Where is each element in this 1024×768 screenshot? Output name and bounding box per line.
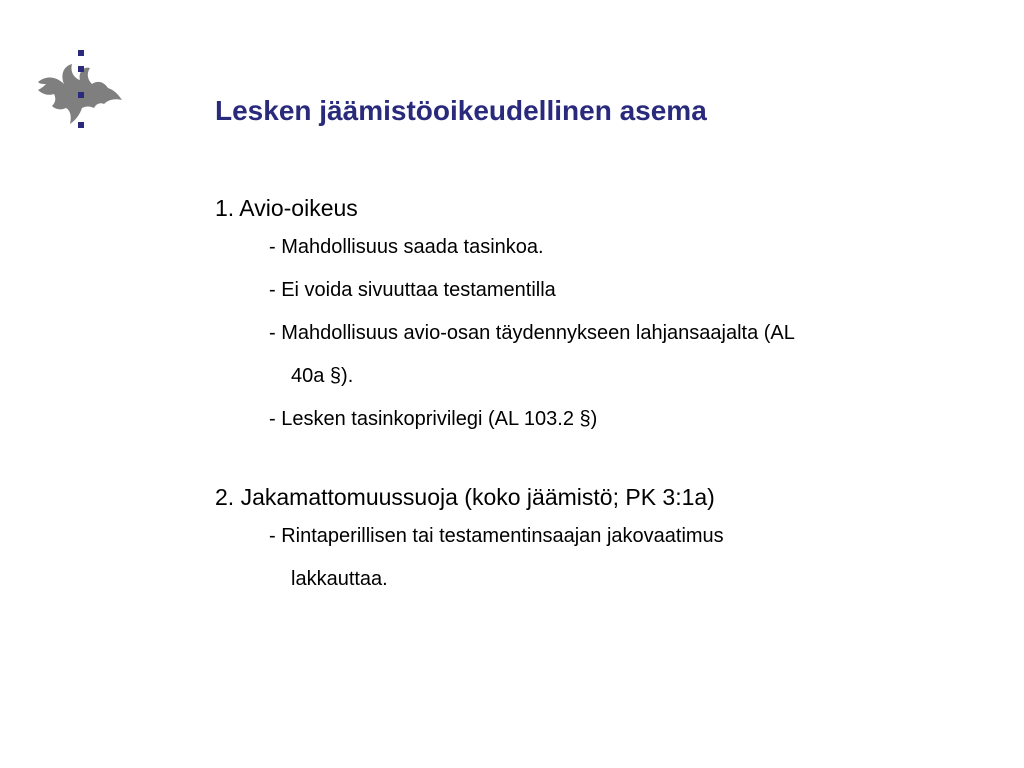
list-item: - Rintaperillisen tai testamentinsaajan jakovaatimus [269, 525, 724, 547]
section-heading-jakamattomuussuoja: 2. Jakamattomuussuoja (koko jäämistö; PK 3:1a) [215, 484, 715, 510]
list-item-continuation: lakkauttaa. [291, 568, 388, 590]
section-gap [215, 441, 995, 479]
list-item-continuation: 40a §). [291, 365, 354, 387]
list-item: - Mahdollisuus avio-osan täydennykseen lahjansaajalta (AL [269, 322, 795, 344]
list-item: - Lesken tasinkoprivilegi (AL 103.2 §) [269, 408, 598, 430]
list-item: - Mahdollisuus saada tasinkoa. [269, 236, 544, 258]
section-heading-avio-oikeus: 1. Avio-oikeus [215, 195, 358, 221]
page-title: Lesken jäämistöoikeudellinen asema [215, 95, 707, 126]
university-flame-logo-icon [34, 44, 126, 136]
list-item: - Ei voida sivuuttaa testamentilla [269, 279, 556, 301]
slide-content [215, 190, 995, 601]
